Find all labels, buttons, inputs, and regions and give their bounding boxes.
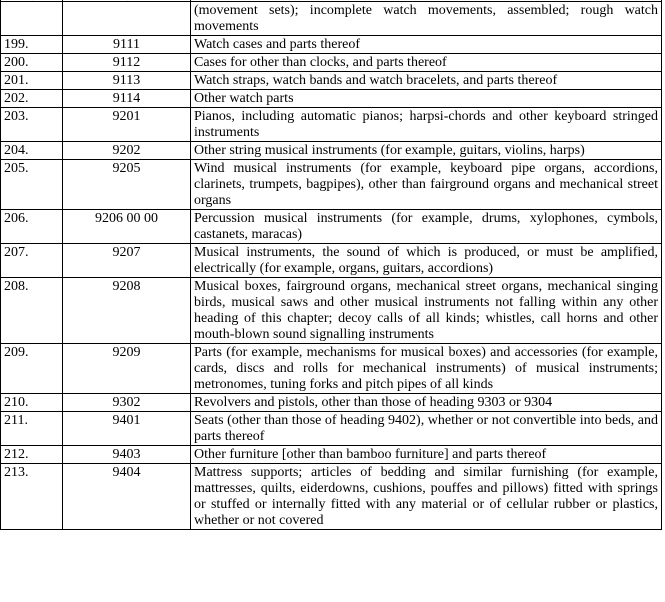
tariff-table-body: [1, 0, 662, 530]
serial-cell: 205.: [1, 160, 63, 210]
code-cell: 9209: [63, 344, 191, 394]
serial-cell: 211.: [1, 412, 63, 446]
description-cell: Musical instruments, the sound of which is produced, or must be amplified, electrically (for example, organs, guitars, accordions): [191, 244, 662, 278]
table-row: [1, 446, 662, 464]
table-row: [1, 36, 662, 54]
table-row-continuation: [1, 2, 662, 36]
description-cell: Revolvers and pistols, other than those of heading 9303 or 9304: [191, 394, 662, 412]
code-cell: 9404: [63, 464, 191, 530]
table-row: [1, 412, 662, 446]
serial-cell: 202.: [1, 90, 63, 108]
code-cell: 9112: [63, 54, 191, 72]
description-cell: Other watch parts: [191, 90, 662, 108]
table-row: [1, 72, 662, 90]
serial-cell: 201.: [1, 72, 63, 90]
table-row: [1, 244, 662, 278]
serial-cell: [1, 2, 63, 36]
description-cell: Parts (for example, mechanisms for musical boxes) and accessories (for example, cards, discs and rolls for mechanical instruments) of musical instruments; metronomes, tuning forks and pitch pipes of all kinds: [191, 344, 662, 394]
table-row: [1, 464, 662, 530]
code-cell: 9113: [63, 72, 191, 90]
code-cell: 9207: [63, 244, 191, 278]
serial-cell: 199.: [1, 36, 63, 54]
table-row: [1, 160, 662, 210]
description-cell: Musical boxes, fairground organs, mechanical street organs, mechanical singing birds, musical saws and other musical instruments not falling within any other heading of this chapter; decoy calls of all kinds; whistles, call horns and other mouth-blown sound signalling instruments: [191, 278, 662, 344]
code-cell: 9401: [63, 412, 191, 446]
description-cell: Watch straps, watch bands and watch bracelets, and parts thereof: [191, 72, 662, 90]
serial-cell: 204.: [1, 142, 63, 160]
code-cell: 9201: [63, 108, 191, 142]
table-row: [1, 90, 662, 108]
description-cell: Wind musical instruments (for example, keyboard pipe organs, accordions, clarinets, trumpets, bagpipes), other than fairground organs and mechanical street organs: [191, 160, 662, 210]
table-row: [1, 344, 662, 394]
code-cell: 9114: [63, 90, 191, 108]
description-cell: Percussion musical instruments (for example, drums, xylophones, cymbols, castanets, maracas): [191, 210, 662, 244]
code-cell: 9202: [63, 142, 191, 160]
serial-cell: 212.: [1, 446, 63, 464]
serial-cell: 213.: [1, 464, 63, 530]
description-cell: Seats (other than those of heading 9402), whether or not convertible into beds, and parts thereof: [191, 412, 662, 446]
description-cell: Other furniture [other than bamboo furniture] and parts thereof: [191, 446, 662, 464]
serial-cell: 200.: [1, 54, 63, 72]
code-cell: 9208: [63, 278, 191, 344]
table-row: [1, 108, 662, 142]
code-cell: 9302: [63, 394, 191, 412]
table-row: [1, 394, 662, 412]
code-cell: 9205: [63, 160, 191, 210]
serial-cell: 206.: [1, 210, 63, 244]
code-cell: 9111: [63, 36, 191, 54]
description-cell: Watch cases and parts thereof: [191, 36, 662, 54]
serial-cell: 209.: [1, 344, 63, 394]
table-row: [1, 210, 662, 244]
code-cell: 9403: [63, 446, 191, 464]
description-cell: Mattress supports; articles of bedding and similar furnishing (for example, mattresses, quilts, eiderdowns, cushions, pouffes and pillows) fitted with springs or stuffed or internally fitted with any material or of cellular rubber or plastics, whether or not covered: [191, 464, 662, 530]
table-row: [1, 278, 662, 344]
code-cell: 9206 00 00: [63, 210, 191, 244]
table-row: [1, 54, 662, 72]
serial-cell: 210.: [1, 394, 63, 412]
description-cell: (movement sets); incomplete watch movements, assembled; rough watch movements: [191, 2, 662, 36]
serial-cell: 208.: [1, 278, 63, 344]
description-cell: Other string musical instruments (for example, guitars, violins, harps): [191, 142, 662, 160]
description-cell: Pianos, including automatic pianos; harpsi-chords and other keyboard stringed instruments: [191, 108, 662, 142]
code-cell: [63, 2, 191, 36]
serial-cell: 203.: [1, 108, 63, 142]
description-cell: Cases for other than clocks, and parts thereof: [191, 54, 662, 72]
table-row: [1, 142, 662, 160]
serial-cell: 207.: [1, 244, 63, 278]
